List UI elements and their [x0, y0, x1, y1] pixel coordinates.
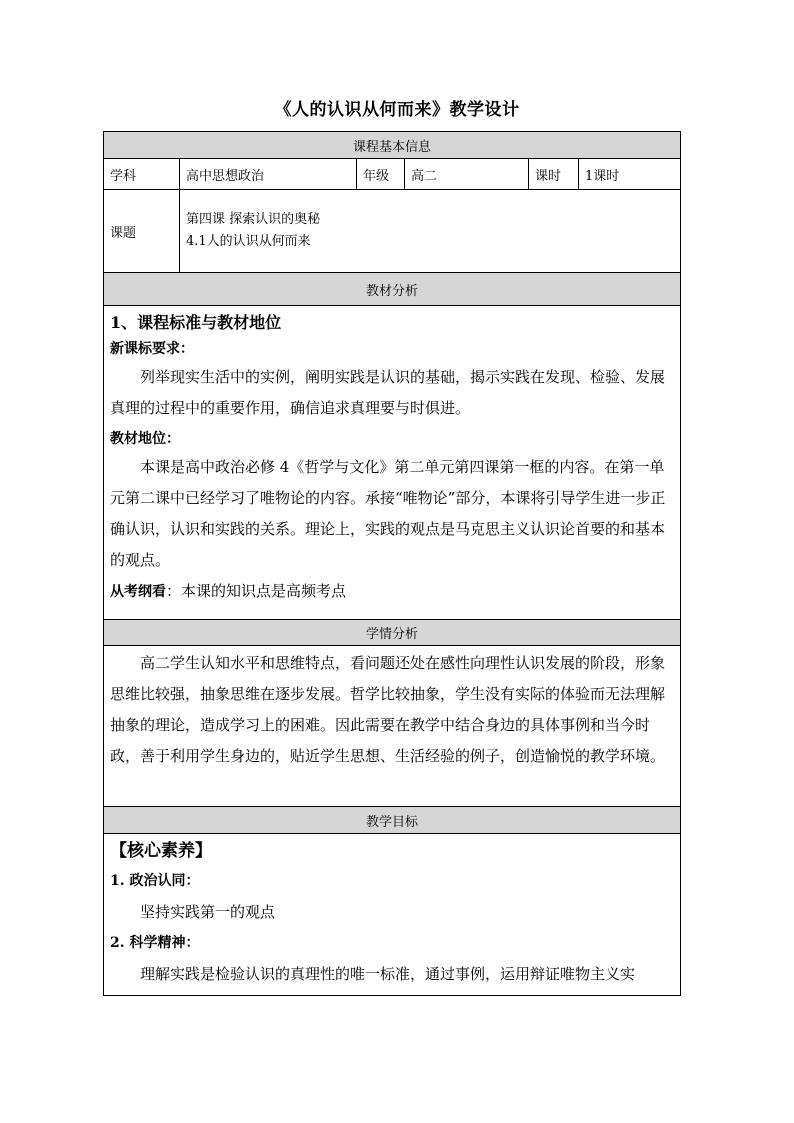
requirement-text: 列举现实生活中的实例，阐明实践是认识的基础，揭示实践在发现、检验、发展真理的过程中的重要作用，确信追求真理要与时俱进。 [110, 368, 666, 417]
hours-label: 课时 [529, 159, 579, 190]
objectives-row [104, 834, 681, 996]
objectives-cell [104, 834, 681, 996]
basic-info-header-row [104, 132, 681, 159]
objectives-header-row [104, 807, 681, 834]
material-cell [104, 306, 681, 620]
grade-value: 高二 [405, 159, 529, 190]
topic-row [104, 190, 681, 273]
grade-label: 年级 [357, 159, 405, 190]
info-row [104, 159, 681, 190]
position-text: 本课是高中政治必修 4《哲学与文化》第二单元第四课第一框的内容。在第一单元第二课中已经学习了唯物论的内容。承接“唯物论”部分，本课将引导学生进一步正确认识，认识和实践的关系。理论上，实践的观点是马克思主义认识论首要的和基本的观点。 [110, 458, 666, 569]
exam-line [110, 576, 674, 608]
learner-header: 学情分析 [104, 620, 681, 646]
objective-2-label: 2. 科学精神： [110, 935, 200, 951]
hours-value: 1课时 [579, 159, 681, 190]
learner-text: 高二学生认知水平和思维特点，看问题还处在感性向理性认识发展的阶段，形象思维比较强，抽象思维在逐步发展。哲学比较抽象，学生没有实际的体验而无法理解抽象的理论，造成学习上的困难。因此需要在教学中结合身边的具体事例和当今时政，善于利用学生身边的，贴近学生思想、生活经验的例子，创造愉悦的教学环境。 [110, 654, 666, 765]
core-heading: 【核心素养】 [110, 841, 212, 861]
objectives-header: 教学目标 [104, 807, 681, 834]
subject-value: 高中思想政治 [180, 159, 357, 190]
document-title: 《人的认识从何而来》教学设计 [274, 100, 520, 120]
basic-info-header: 课程基本信息 [104, 132, 681, 159]
learner-row [104, 646, 681, 807]
learner-cell [104, 646, 681, 807]
objective-2-text: 理解实践是检验认识的真理性的唯一标准，通过事例，运用辩证唯物主义实 [140, 965, 636, 983]
material-heading: 1、课程标准与教材地位 [110, 313, 282, 332]
material-header: 教材分析 [104, 273, 681, 306]
material-row [104, 306, 681, 620]
lesson-design-table [103, 131, 681, 996]
topic-line-2: 4.1人的认识从何而来 [186, 234, 311, 249]
material-header-row [104, 273, 681, 306]
objective-1-text: 坚持实践第一的观点 [140, 903, 276, 921]
learner-header-row [104, 620, 681, 646]
requirement-label: 新课标要求： [110, 341, 194, 357]
subject-label: 学科 [104, 159, 180, 190]
objective-1-label: 1. 政治认同： [110, 873, 200, 889]
exam-label: 从考纲看 [110, 584, 166, 600]
topic-value [180, 190, 681, 273]
topic-label: 课题 [104, 190, 180, 273]
position-label: 教材地位： [110, 431, 180, 447]
topic-line-1: 第四课 探索认识的奥秘 [186, 212, 321, 227]
exam-text: ：本课的知识点是高频考点 [166, 582, 347, 600]
